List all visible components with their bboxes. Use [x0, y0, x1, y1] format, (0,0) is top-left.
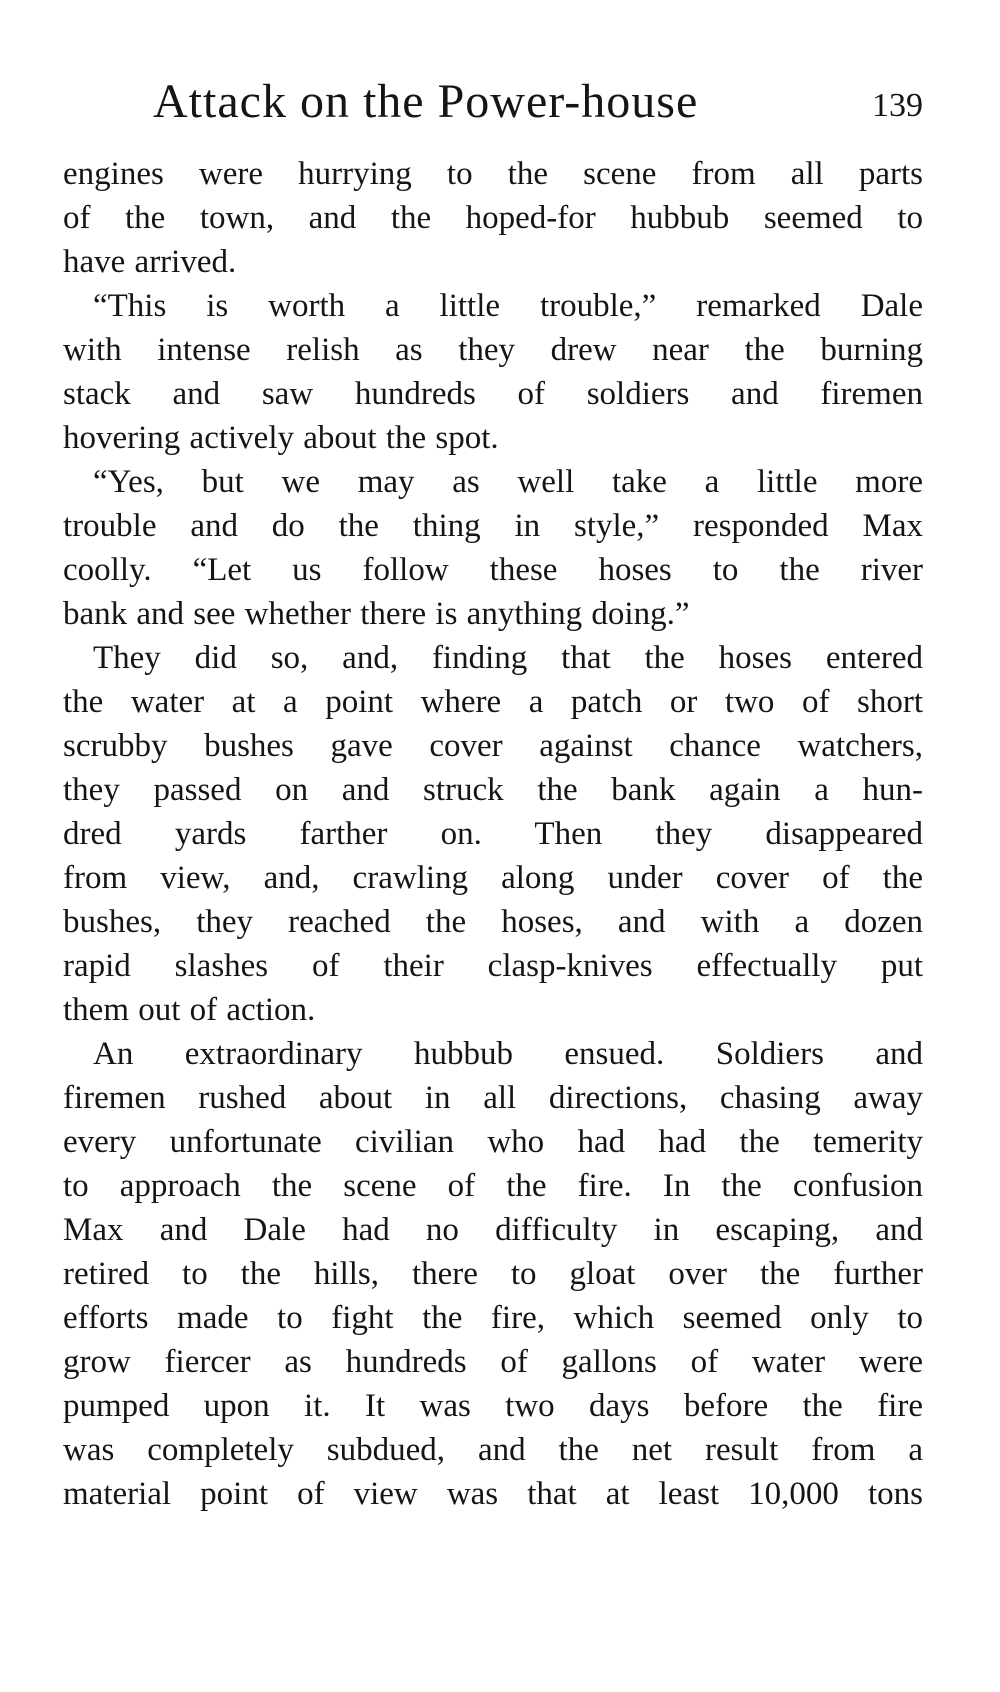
text-line: Max and Dale had no difficulty in escaping, and — [63, 1212, 923, 1248]
text-line: stack and saw hundreds of soldiers and firemen — [63, 376, 923, 412]
text-line: bushes, they reached the hoses, and with a dozen — [63, 904, 923, 940]
text-line: them out of action. — [63, 992, 316, 1028]
text-line: material point of view was that at least 10,000 tons — [63, 1476, 923, 1512]
text-line: the water at a point where a patch or two of short — [63, 684, 923, 720]
text-line: from view, and, crawling along under cover of the — [63, 860, 923, 896]
body-text — [63, 152, 923, 1516]
text-line: scrubby bushes gave cover against chance watchers, — [63, 728, 923, 764]
chapter-title: Attack on the Power-house — [153, 75, 699, 128]
text-line: “Yes, but we may as well take a little more — [93, 464, 923, 500]
text-line: retired to the hills, there to gloat over the further — [63, 1256, 923, 1292]
text-line: They did so, and, finding that the hoses entered — [93, 640, 923, 676]
text-line: hovering actively about the spot. — [63, 420, 499, 456]
running-head — [63, 72, 923, 138]
text-line: firemen rushed about in all directions, chasing away — [63, 1080, 923, 1116]
text-line: rapid slashes of their clasp-knives effectually put — [63, 948, 923, 984]
text-line: grow fiercer as hundreds of gallons of water were — [63, 1344, 923, 1380]
text-line: with intense relish as they drew near the burning — [63, 332, 923, 368]
text-line: of the town, and the hoped-for hubbub seemed to — [63, 200, 923, 236]
text-line: “This is worth a little trouble,” remarked Dale — [93, 288, 923, 324]
text-line: have arrived. — [63, 244, 237, 280]
text-line: was completely subdued, and the net result from a — [63, 1432, 923, 1468]
text-line: An extraordinary hubbub ensued. Soldiers and — [93, 1036, 923, 1072]
text-line: trouble and do the thing in style,” responded Max — [63, 508, 923, 544]
text-line: efforts made to fight the fire, which seemed only to — [63, 1300, 923, 1336]
text-line: they passed on and struck the bank again a hun- — [63, 772, 923, 808]
text-line: to approach the scene of the fire. In the confusion — [63, 1168, 923, 1204]
text-line: dred yards farther on. Then they disappeared — [63, 816, 923, 852]
text-line: pumped upon it. It was two days before the fire — [63, 1388, 923, 1424]
text-line: coolly. “Let us follow these hoses to the river — [63, 552, 923, 588]
page-number: 139 — [872, 87, 923, 124]
text-line: engines were hurrying to the scene from all parts — [63, 156, 923, 192]
text-line: every unfortunate civilian who had had the temerity — [63, 1124, 923, 1160]
text-line: bank and see whether there is anything doing.” — [63, 596, 690, 632]
